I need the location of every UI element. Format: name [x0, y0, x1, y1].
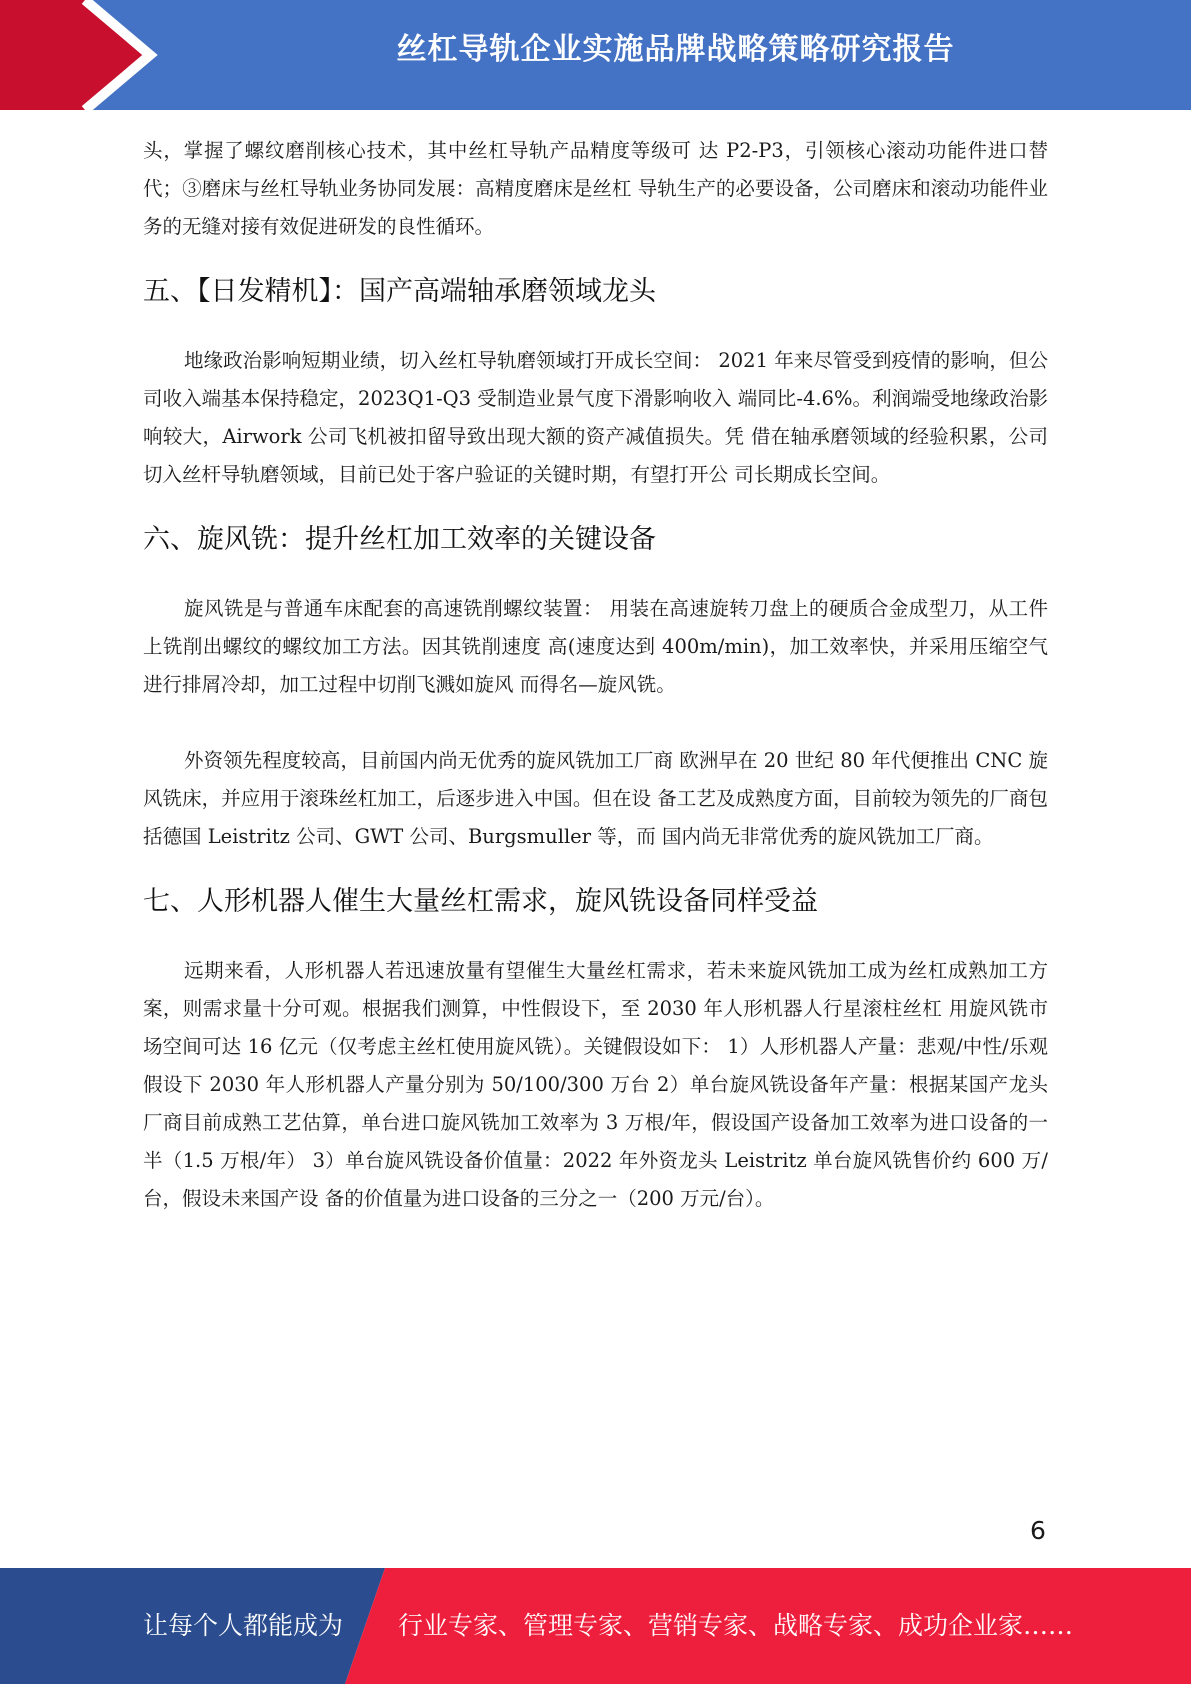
header-arrow-decoration [0, 0, 170, 110]
document-body [143, 132, 1048, 1218]
paragraph-intro: 头，掌握了螺纹磨削核心技术，其中丝杠导轨产品精度等级可 达 P2-P3，引领核心滚动功能件进口替代；③磨床与丝杠导轨业务协同发展：高精度磨床是丝杠 导轨生产的必要设备，公司磨床和滚动功能件业务的无缝对接有效促进研发的良性循环。 [143, 139, 1048, 238]
section-heading-6: 六、旋风铣：提升丝杠加工效率的关键设备 [143, 524, 656, 555]
paragraph-rifa: 地缘政治影响短期业绩，切入丝杠导轨磨领域打开成长空间： 2021 年来尽管受到疫情的影响，但公司收入端基本保持稳定，2023Q1-Q3 受制造业景气度下滑影响收入 端同比-4.6%。利润端受地缘政治影响较大，Airwork 公司飞机被扣留导致出现大额的资产减值损失。凭 借在轴承磨领域的经验积累，公司切入丝杆导轨磨领域，目前已处于客户验证的关键时期，有望打开公 司长期成长空间。 [143, 349, 1048, 486]
footer-slogan-left: 让每个人都能成为 [143, 1611, 344, 1640]
page-footer [0, 1568, 1191, 1684]
paragraph-robot-demand: 远期来看，人形机器人若迅速放量有望催生大量丝杠需求，若未来旋风铣加工成为丝杠成熟加工方案，则需求量十分可观。根据我们测算，中性假设下，至 2030 年人形机器人行星滚柱丝杠 用旋风铣市场空间可达 16 亿元（仅考虑主丝杠使用旋风铣）。关键假设如下： 1）人形机器人产量：悲观/中性/乐观假设下 2030 年人形机器人产量分别为 50/100/300 万台 2）单台旋风铣设备年产量：根据某国产龙头厂商目前成熟工艺估算，单台进口旋风铣加工效率为 3 万根/年，假设国产设备加工效率为进口设备的一半（1.5 万根/年） 3）单台旋风铣设备价值量：2022 年外资龙头 Leistritz 单台旋风铣售价约 600 万/台，假设未来国产设 备的价值量为进口设备的三分之一（200 万元/台）。 [143, 959, 1048, 1210]
paragraph-whirlwind-intro: 旋风铣是与普通车床配套的高速铣削螺纹装置： 用装在高速旋转刀盘上的硬质合金成型刀，从工件上铣削出螺纹的螺纹加工方法。因其铣削速度 高(速度达到 400m/min)，加工效率快，并采用压缩空气进行排屑冷却，加工过程中切削飞溅如旋风 而得名—旋风铣。 [143, 597, 1048, 696]
page-number: 6 [1030, 1516, 1046, 1545]
section-heading-7: 七、人形机器人催生大量丝杠需求，旋风铣设备同样受益 [143, 886, 818, 917]
page-header [0, 0, 1191, 110]
report-title: 丝杠导轨企业实施品牌战略策略研究报告 [396, 32, 955, 67]
section-heading-5: 五、【日发精机】：国产高端轴承磨领域龙头 [143, 276, 656, 307]
paragraph-foreign-lead: 外资领先程度较高，目前国内尚无优秀的旋风铣加工厂商 欧洲早在 20 世纪 80 年代便推出 CNC 旋风铣床，并应用于滚珠丝杠加工，后逐步进入中国。但在设 备工艺及成熟度方面，目前较为领先的厂商包括德国 Leistritz 公司、GWT 公司、Burgsmuller 等，而 国内尚无非常优秀的旋风铣加工厂商。 [143, 749, 1048, 848]
footer-slogan-right: 行业专家、管理专家、营销专家、战略专家、成功企业家…… [398, 1611, 1074, 1640]
